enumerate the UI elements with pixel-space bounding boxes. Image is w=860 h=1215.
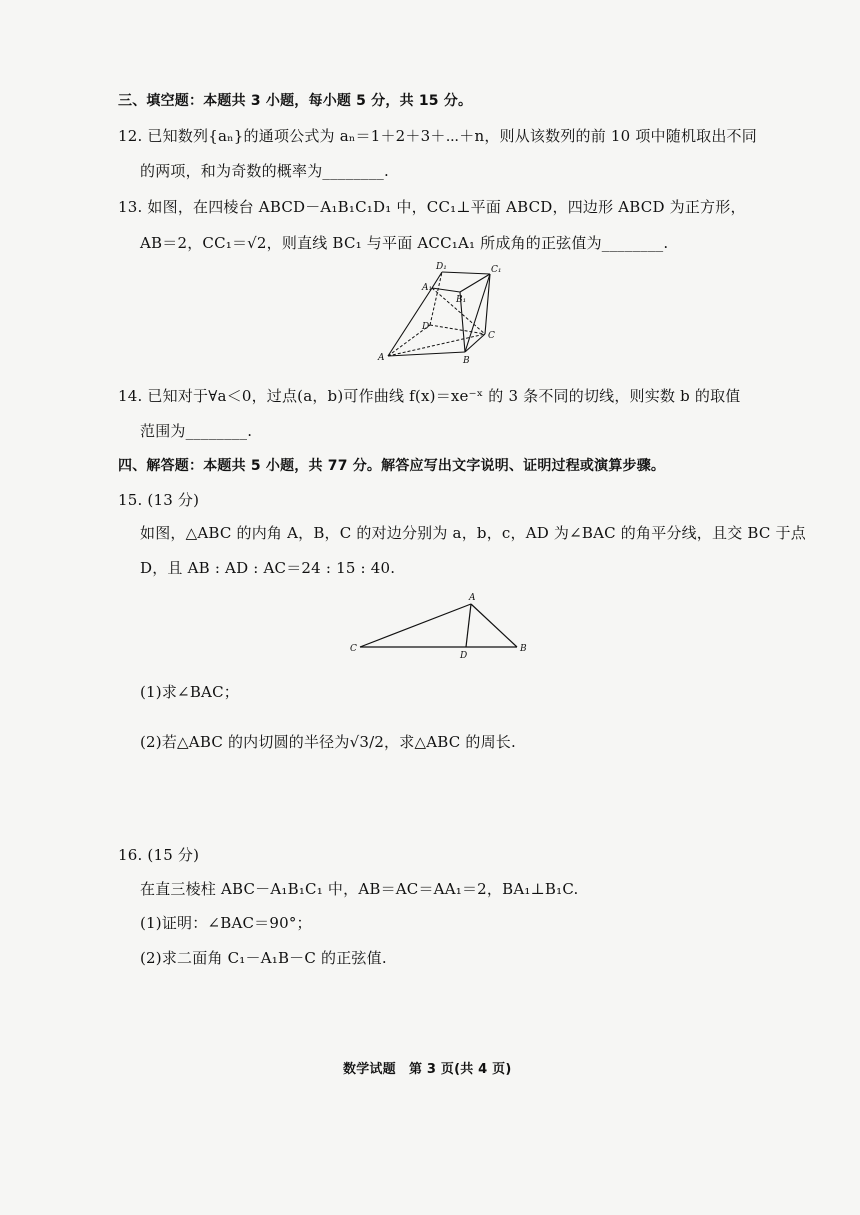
section4-heading: 四、解答题：本题共 5 小题，共 77 分。解答应写出文字说明、证明过程或演算步骤。 [118,458,666,474]
q13-line1: 13. 如图，在四棱台 ABCD－A₁B₁C₁D₁ 中，CC₁⊥平面 ABCD，四边形 ABCD 为正方形， [118,198,746,216]
q15-stem1: 如图，△ABC 的内角 A，B，C 的对边分别为 a，b，c，AD 为∠BAC 的角平分线，且交 BC 于点 [140,524,806,542]
q16-part1: (1)证明：∠BAC＝90°； [140,914,312,932]
triangle-figure [345,590,535,660]
q14-line1: 14. 已知对于∀a＜0，过点(a，b)可作曲线 f(x)＝xe⁻ˣ 的 3 条不同的切线，则实数 b 的取值 [118,387,741,405]
label-A1: A₁ [422,283,433,293]
edge-DC-hidden [430,325,485,334]
side-AB [471,604,517,647]
label-B1: B₁ [456,295,467,305]
q15-part2: (2)若△ABC 的内切圆的半径为√3/2，求△ABC 的周长. [140,733,516,751]
tri-label-A: A [469,593,476,603]
q16-number: 16. (15 分) [118,846,200,864]
q16-stem: 在直三棱柱 ABC－A₁B₁C₁ 中，AB＝AC＝AA₁＝2，BA₁⊥B₁C. [140,880,579,898]
tri-label-C: C [350,644,357,654]
tri-label-B: B [520,644,527,654]
edge-AC-hidden [388,334,485,356]
q16-part2: (2)求二面角 C₁－A₁B－C 的正弦值. [140,949,387,967]
q15-number: 15. (13 分) [118,491,200,509]
label-C: C [488,331,495,341]
side-CA [360,604,471,647]
label-C1: C₁ [491,265,502,275]
frustum-figure [370,260,510,366]
edge-D1C1 [442,272,490,274]
bisector-AD [466,604,471,647]
q15-part1: (1)求∠BAC； [140,683,239,701]
q15-stem2: D，且 AB : AD : AC＝24 : 15 : 40. [140,559,396,577]
tri-label-D: D [460,651,468,660]
edge-DD1-hidden [430,272,442,325]
page-footer: 数学试题 第 3 页(共 4 页) [343,1062,512,1077]
label-D: D [422,322,430,332]
label-D1: D₁ [436,262,447,272]
label-B: B [463,356,470,366]
q12-line2: 的两项，和为奇数的概率为________. [140,162,389,180]
label-A: A [378,353,385,363]
q14-line2: 范围为________. [140,422,253,440]
edge-AB [388,352,465,356]
q12-line1: 12. 已知数列{aₙ}的通项公式为 aₙ＝1＋2＋3＋⋯＋n，则从该数列的前 10 项中随机取出不同 [118,127,757,145]
section3-heading: 三、填空题：本题共 3 小题，每小题 5 分，共 15 分。 [118,93,473,109]
q13-line2: AB＝2，CC₁＝√2，则直线 BC₁ 与平面 ACC₁A₁ 所成角的正弦值为________. [140,234,669,252]
